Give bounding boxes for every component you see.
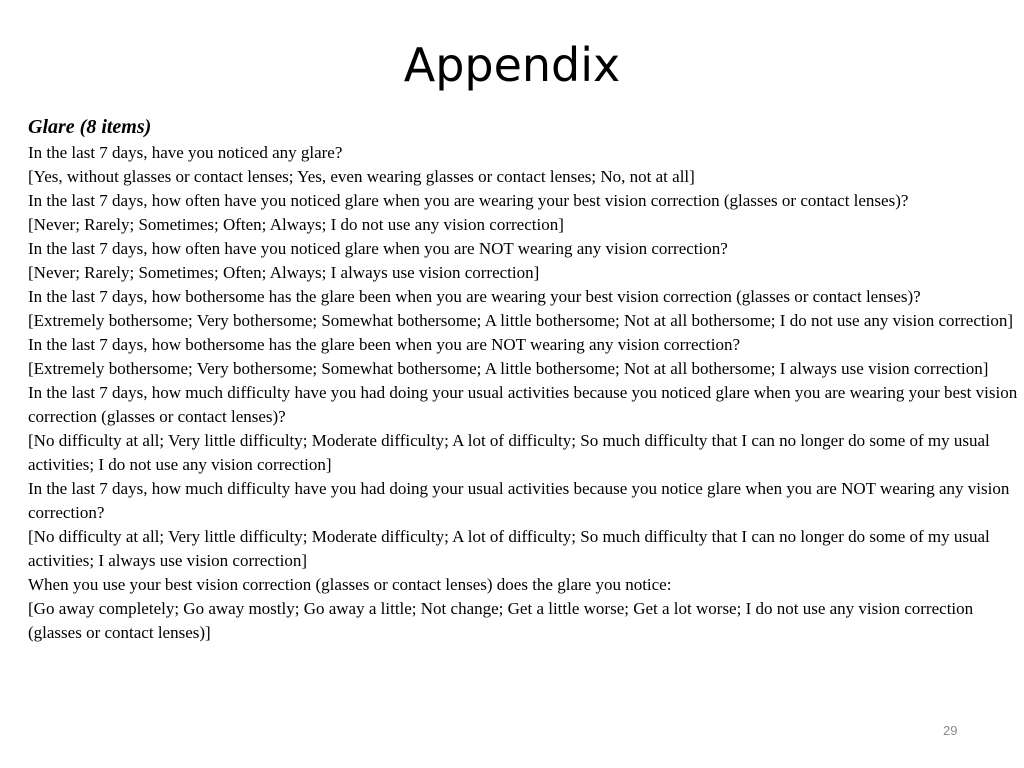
question-text: In the last 7 days, how often have you noticed glare when you are wearing your best vision correction (glasses or contact lenses)?	[28, 191, 909, 210]
section-heading: Glare (8 items)	[28, 116, 152, 138]
slide-content	[28, 113, 1022, 645]
slide-title: Appendix	[403, 38, 621, 92]
question-text: In the last 7 days, have you noticed any glare?	[28, 143, 343, 162]
response-options: [No difficulty at all; Very little difficulty; Moderate difficulty; A lot of difficulty; So much difficulty that I can no longer do some of my usual activities; I always use vision correction]	[28, 527, 990, 570]
response-options: [Go away completely; Go away mostly; Go away a little; Not change; Get a little worse; Get a lot worse; I do not use any vision correction (glasses or contact lenses)]	[28, 599, 974, 642]
response-options: [Yes, without glasses or contact lenses; Yes, even wearing glasses or contact lenses; No, not at all]	[28, 167, 695, 186]
page-number: 29	[943, 723, 958, 738]
question-text: In the last 7 days, how bothersome has the glare been when you are wearing your best vision correction (glasses or contact lenses)?	[28, 287, 921, 306]
question-text: In the last 7 days, how often have you noticed glare when you are NOT wearing any vision correction?	[28, 239, 728, 258]
question-text: In the last 7 days, how bothersome has the glare been when you are NOT wearing any vision correction?	[28, 335, 741, 354]
question-text: In the last 7 days, how much difficulty have you had doing your usual activities because you noticed glare when you are wearing your best vision correction (glasses or contact lenses)?	[28, 383, 1018, 426]
response-options: [No difficulty at all; Very little difficulty; Moderate difficulty; A lot of difficulty; So much difficulty that I can no longer do some of my usual activities; I do not use any vision correction]	[28, 431, 990, 474]
response-options: [Extremely bothersome; Very bothersome; Somewhat bothersome; A little bothersome; Not at all bothersome; I always use vision correction]	[28, 359, 989, 378]
question-text: When you use your best vision correction (glasses or contact lenses) does the glare you notice:	[28, 575, 672, 594]
response-options: [Extremely bothersome; Very bothersome; Somewhat bothersome; A little bothersome; Not at all bothersome; I do not use any vision correction]	[28, 311, 1014, 330]
response-options: [Never; Rarely; Sometimes; Often; Always; I always use vision correction]	[28, 263, 540, 282]
response-options: [Never; Rarely; Sometimes; Often; Always; I do not use any vision correction]	[28, 215, 564, 234]
question-text: In the last 7 days, how much difficulty have you had doing your usual activities because you notice glare when you are NOT wearing any vision correction?	[28, 479, 1010, 522]
